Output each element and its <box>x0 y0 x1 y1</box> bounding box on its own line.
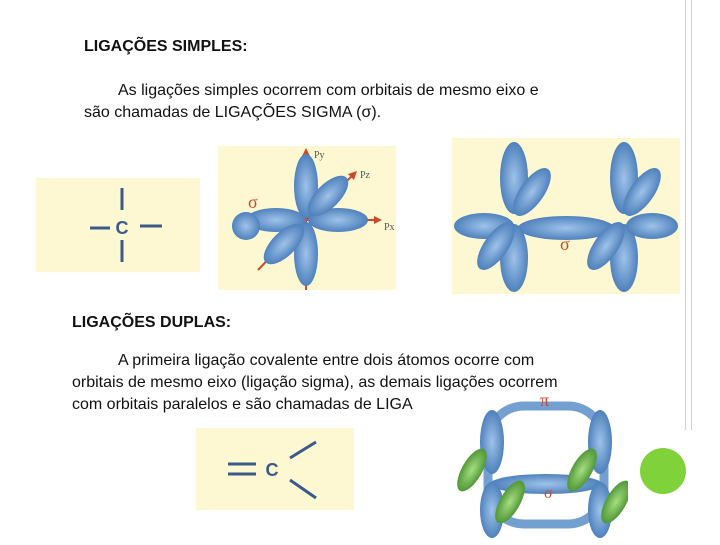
carbon-symbol: C <box>115 218 129 238</box>
text-line: com orbitais paralelos e são chamadas de LIGA <box>72 396 413 413</box>
heading-simple-bonds: LIGAÇÕES SIMPLES: <box>84 38 248 55</box>
carbon-symbol: C <box>265 460 279 480</box>
carbon-double-bond-figure <box>196 428 354 510</box>
text-line: são chamadas de LIGAÇÕES SIGMA (σ). <box>84 104 382 121</box>
heading-double-bonds: LIGAÇÕES DUPLAS: <box>72 314 232 331</box>
carbon-double-bond-svg <box>196 428 354 510</box>
text-line: A primeira ligação covalente entre dois átomos ocorre com <box>118 352 535 369</box>
text-line: orbitais de mesmo eixo (ligação sigma), as demais ligações ocorrem <box>72 374 558 391</box>
carbon-single-bond-svg <box>36 178 200 272</box>
sigma-label: σ <box>248 192 258 212</box>
decorative-green-circle <box>640 448 686 494</box>
text-line: As ligações simples ocorrem com orbitais de mesmo eixo e <box>118 82 539 99</box>
px-label: Px <box>384 222 395 233</box>
carbon-single-bond-figure <box>36 178 200 272</box>
pz-label: Pz <box>360 170 370 181</box>
slide-border <box>685 0 692 430</box>
carbon-carbon-sigma-figure <box>452 138 680 294</box>
py-label: Py <box>314 150 325 161</box>
pi-bond-svg <box>452 392 628 540</box>
sp-orbital-svg <box>218 146 396 290</box>
pi-bond-figure <box>452 392 628 540</box>
pi-label: π <box>540 392 550 410</box>
paragraph-simple-bonds <box>84 80 602 124</box>
cc-sigma-svg <box>452 138 680 294</box>
sp-orbital-overlap-figure <box>218 146 396 290</box>
sigma-label: σ <box>560 234 570 254</box>
sigma-label: σ <box>544 485 553 502</box>
